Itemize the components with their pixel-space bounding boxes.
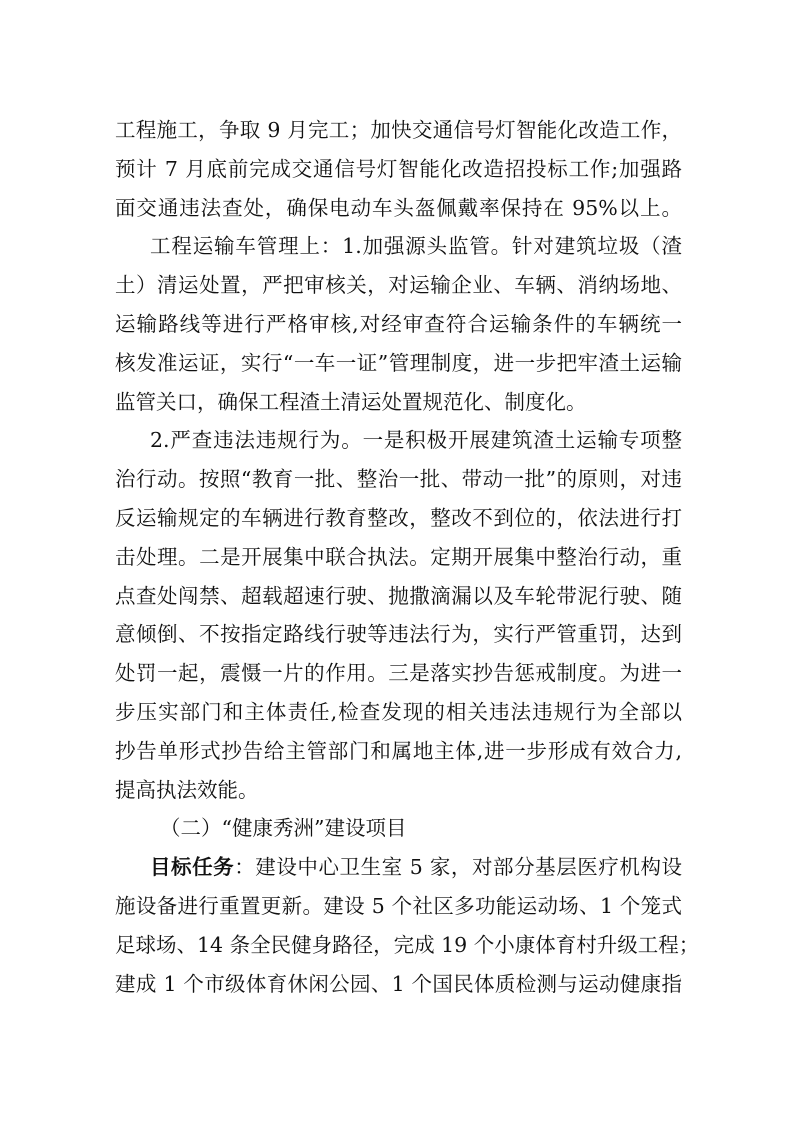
text-line: 面交通违法查处，确保电动车头盔佩戴率保持在 95%以上。	[115, 195, 682, 220]
text-line-rest: ：建设中心卫生室 5 家，对部分基层医疗机构设	[234, 855, 683, 880]
paragraph-start-line: 2.严查违法违规行为。一是积极开展建筑渣土运输专项整	[150, 428, 682, 453]
text-line: 处罚一起，震慑一片的作用。三是落实抄告惩戒制度。为进一	[115, 661, 682, 686]
text-line: 意倾倒、不按指定路线行驶等违法行为，实行严管重罚，达到	[115, 622, 682, 647]
text-line: 提高执法效能。	[115, 777, 259, 802]
text-line: 土）清运处置，严把审核关，对运输企业、车辆、消纳场地、	[115, 273, 682, 298]
document-page	[115, 111, 700, 1003]
paragraph-start-line	[115, 848, 682, 887]
paragraph-start-line: 工程运输车管理上：1.加强源头监管。针对建筑垃圾（渣	[150, 234, 682, 259]
text-line: 反运输规定的车辆进行教育整改，整改不到位的，依法进行打	[115, 505, 682, 530]
text-line: 工程施工，争取 9 月完工；加快交通信号灯智能化改造工作，	[115, 118, 682, 142]
text-line: 建成 1 个市级体育休闲公园、1 个国民体质检测与运动健康指	[115, 971, 682, 996]
text-line: 步压实部门和主体责任,检查发现的相关违法违规行为全部以	[115, 699, 682, 724]
text-line: 施设备进行重置更新。建设 5 个社区多功能运动场、1 个笼式	[115, 893, 682, 918]
text-line: 抄告单形式抄告给主管部门和属地主体,进一步形成有效合力,	[115, 738, 682, 763]
text-line: 监管关口，确保工程渣土清运处置规范化、制度化。	[115, 389, 587, 414]
text-line: 核发准运证，实行“一车一证”管理制度，进一步把牢渣土运输	[115, 350, 682, 375]
text-line: 治行动。按照“教育一批、整治一批、带动一批”的原则，对违	[115, 467, 682, 492]
text-line: 足球场、14 条全民健身路径，完成 19 个小康体育村升级工程；	[115, 932, 700, 957]
text-line: 运输路线等进行严格审核,对经审查符合运输条件的车辆统一	[115, 311, 682, 336]
text-line: 击处理。二是开展集中联合执法。定期开展集中整治行动，重	[115, 544, 682, 569]
section-heading: （二）“健康秀洲”建设项目	[160, 816, 407, 841]
bold-label: 目标任务	[150, 855, 235, 880]
text-line: 点查处闯禁、超载超速行驶、抛撒滴漏以及车轮带泥行驶、随	[115, 583, 682, 608]
text-line: 预计 7 月底前完成交通信号灯智能化改造招投标工作;加强路	[115, 156, 682, 181]
